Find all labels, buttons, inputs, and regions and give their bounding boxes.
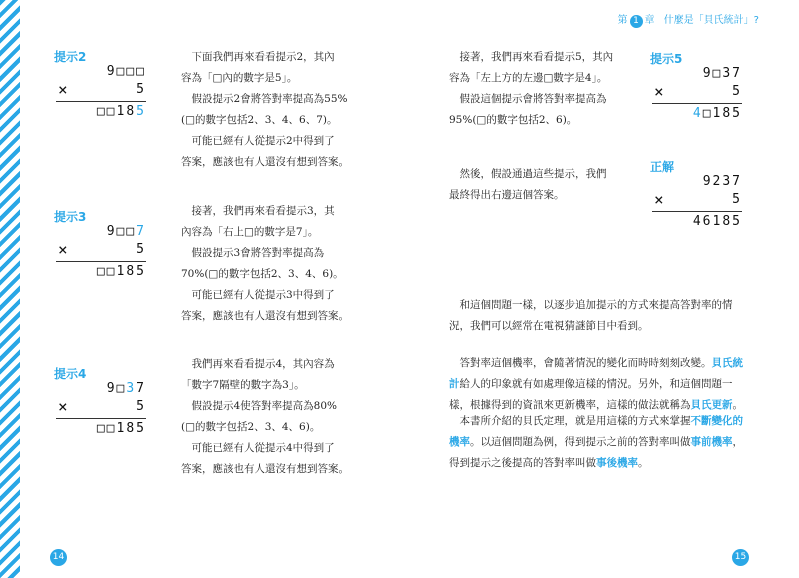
hint4-multiplier-row: × 5: [58, 397, 146, 416]
term-posterior-probability: 事後機率: [596, 457, 638, 469]
hint3-puzzle: [56, 223, 146, 281]
multiply-icon: ×: [58, 80, 70, 99]
chapter-title: 什麼是「貝氏統計」?: [663, 15, 759, 26]
hint5-top: 9□37: [702, 66, 742, 81]
hint3-result: □□185: [96, 264, 146, 279]
hint3-multiplier-row: × 5: [58, 240, 146, 259]
hint2-result: □□185: [96, 104, 146, 119]
multiply-icon: ×: [654, 82, 666, 101]
hint5-puzzle: [652, 65, 742, 123]
body-paragraph-1: 和這個問題一樣，以逐步追加提示的方式來提高答對率的情況，我們可以經常在電視猜謎節目中看到。: [449, 299, 733, 332]
hint4-result: □□185: [96, 421, 146, 436]
term-prior-probability: 事前機率: [690, 436, 733, 448]
answer-label: 正解: [650, 160, 675, 174]
hint3-top: 9□□7: [106, 224, 146, 239]
hint4-label: 提示4: [54, 367, 87, 381]
hint3-line: [56, 261, 146, 262]
term-changing-probability: 不斷變化的機率: [449, 415, 743, 448]
hint5-text: 接著，我們再來看看提示5，其內 容為「左上方的左邊□數字是4」。 假設這個提示會將答對率提高為 95%(□的數字包括2、6)。: [449, 51, 614, 126]
chapter-prefix: 第: [617, 15, 628, 26]
hint4-line: [56, 418, 146, 419]
chapter-suffix: 章: [644, 15, 655, 26]
answer-line: [652, 211, 742, 212]
answer-top: 9237: [702, 174, 742, 189]
body-paragraph-2: 答對率這個機率，會隨著情況的變化而時時刻刻改變。貝氏統計給人的印象就有如處理像這樣的情況。另外，和這個問題一樣，根據得到的資訊來更新機率，這樣的做法就稱為貝氏更新。: [449, 357, 743, 411]
chapter-header: [618, 11, 760, 28]
hint2-label: 提示2: [54, 50, 87, 64]
hint5-multiplier-row: × 5: [654, 82, 742, 101]
term-bayesian-statistics: 貝氏統計: [449, 357, 743, 390]
hint4-top: 9□37: [106, 381, 146, 396]
hint2-top: 9□□□: [106, 64, 146, 79]
chapter-number-badge: 1: [630, 15, 643, 28]
answer-result: 46185: [692, 214, 742, 229]
hint4-puzzle: [56, 380, 146, 438]
decorative-stripe: [0, 0, 20, 578]
hint2-puzzle: [56, 63, 146, 121]
hint3-label: 提示3: [54, 210, 87, 224]
body-paragraph-3: 本書所介紹的貝氏定理，就是用這樣的方式來掌握不斷變化的機率。以這個問題為例，得到提示之前的答對率叫做事前機率，得到提示之後提高的答對率叫做事後機率。: [449, 415, 743, 469]
hint5-result: 4□185: [692, 106, 742, 121]
hint3-text: 接著，我們再來看看提示3，其 內容為「右上□的數字是7」。 假設提示3會將答對率提高為 70%(□的數字包括2、3、4、6)。 可能已經有人從提示3中得到了 答案，應該也有人還沒有想到答案。: [181, 205, 349, 322]
hint5-label: 提示5: [650, 52, 683, 66]
hint2-multiplier-row: × 5: [58, 80, 146, 99]
hint4-text: 我們再來看看提示4，其內容為 「數字7隔壁的數字為3」。 假設提示4使答對率提高為80% (□的數字包括2、3、4、6)。 可能已經有人從提示4中得到了 答案，應該也有人還沒有想到答案。: [181, 358, 349, 475]
hint2-line: [56, 101, 146, 102]
answer-text: 然後，假設通過這些提示，我們 最終得出右邊這個答案。: [449, 168, 607, 201]
answer-puzzle: [652, 173, 742, 231]
multiply-icon: ×: [58, 240, 70, 259]
hint5-line: [652, 103, 742, 104]
hint2-text: 下面我們再來看看提示2，其內 容為「□內的數字是5」。 假設提示2會將答對率提高為55% (□的數字包括2、3、4、6、7)。 可能已經有人從提示2中得到了 答案，應該也有人還沒有想到答案。: [181, 51, 349, 168]
page-number-right: 15: [732, 549, 749, 566]
multiply-icon: ×: [58, 397, 70, 416]
term-bayesian-update: 貝氏更新: [690, 399, 733, 411]
answer-multiplier-row: × 5: [654, 190, 742, 209]
multiply-icon: ×: [654, 190, 666, 209]
page-number-left: 14: [50, 549, 67, 566]
